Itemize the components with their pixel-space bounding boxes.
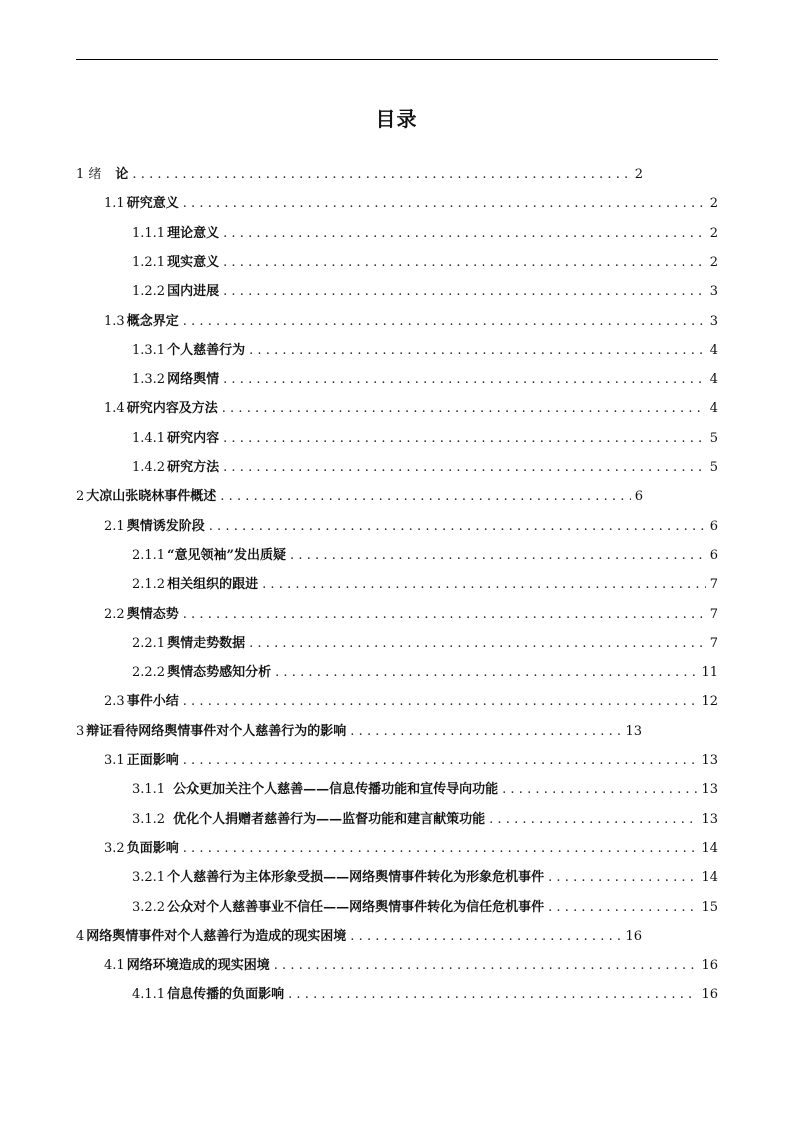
toc-page-number: 14 [701, 840, 718, 856]
toc-entry-label [104, 954, 270, 978]
toc-entry-label [132, 339, 245, 363]
toc-entry-number: 2.3 [104, 694, 125, 710]
toc-page-number: 13 [701, 782, 718, 798]
toc-entry[interactable] [132, 251, 718, 275]
toc-entry-label [132, 251, 219, 275]
toc-entry-label [104, 515, 205, 539]
toc-entry-label [132, 661, 271, 685]
toc-entry-label [132, 222, 219, 246]
toc-entry[interactable] [132, 280, 718, 304]
toc-entry-number: 3.2.1 [132, 870, 166, 886]
toc-page-number: 12 [701, 694, 718, 710]
toc-entry-label [104, 192, 179, 216]
toc-entry[interactable] [132, 339, 718, 363]
toc-entry[interactable] [132, 544, 718, 568]
toc-entry-text: 事件小结 [126, 694, 179, 710]
toc-entry[interactable] [104, 690, 718, 714]
toc-entry-label [132, 573, 258, 597]
toc-entry[interactable] [104, 837, 718, 861]
toc-entry-label [132, 808, 485, 832]
toc-entry-text: 网络舆情 [167, 372, 220, 388]
toc-leader-dots [249, 632, 706, 656]
toc-entry-text: 概念界定 [126, 313, 179, 329]
toc-entry-number: 2.2.2 [132, 665, 166, 681]
toc-entry-number: 2.1 [104, 518, 125, 534]
toc-page-number: 5 [709, 460, 718, 475]
toc-leader-dots [350, 720, 621, 744]
toc-leader-dots [274, 954, 698, 978]
toc-page-number: 13 [701, 811, 718, 827]
toc-entry-label [132, 983, 284, 1007]
toc-entry-label [104, 749, 179, 773]
toc-entry-number: 4.1.1 [132, 987, 166, 1003]
toc-entry[interactable] [132, 808, 718, 832]
toc-entry-text: 辩证看待网络舆情事件对个人慈善行为的影响 [86, 723, 347, 739]
toc-entry-text: 公众更加关注个人慈善——信息传播功能和宣传导向功能 [173, 782, 499, 798]
toc-entry-text: 优化个人捐赠者慈善行为——监督功能和建言献策功能 [173, 811, 486, 827]
toc-entry-text: 个人慈善行为主体形象受损——网络舆情事件转化为形象危机事件 [167, 870, 545, 886]
toc-page-number: 6 [709, 518, 718, 534]
toc-leader-dots [249, 339, 706, 363]
toc-page-number: 2 [709, 225, 718, 241]
toc-leader-dots [502, 778, 697, 802]
toc-leader-dots [222, 397, 706, 421]
toc-entry-number: 1.3 [104, 313, 125, 329]
toc-entry[interactable] [76, 925, 642, 949]
toc-entry[interactable] [132, 427, 718, 451]
toc-entry-text: 理论意义 [167, 225, 220, 241]
toc-entry[interactable] [132, 661, 718, 685]
toc-entry-text: 研究内容及方法 [126, 401, 218, 417]
toc-page-number: 2 [709, 254, 718, 270]
toc-entry[interactable] [132, 778, 718, 802]
toc-entry-label [132, 368, 219, 392]
toc-page-number: 4 [709, 372, 718, 388]
toc-entry-number: 3.1.2 [132, 811, 166, 827]
toc-entry-number: 1.1.1 [132, 225, 166, 241]
toc-entry[interactable] [104, 397, 718, 421]
toc-page-number: 7 [709, 577, 718, 593]
toc-leader-dots [223, 456, 706, 480]
toc-leader-dots [183, 749, 698, 773]
toc-title: 目录 [375, 107, 418, 131]
toc-entry-label [104, 310, 179, 334]
toc-leader-dots [209, 515, 706, 539]
toc-entry-number: 3.2 [104, 840, 125, 856]
toc-entry-text: 舆情诱发阶段 [126, 518, 205, 534]
toc-entry-label [132, 544, 286, 568]
toc-page-number: 16 [701, 987, 718, 1003]
toc-page-number: 3 [709, 284, 718, 300]
toc-page-number: 4 [709, 401, 718, 417]
toc-entry-text: 研究方法 [167, 460, 220, 475]
toc-entry-text: 研究意义 [126, 196, 179, 212]
toc-page-number: 5 [709, 430, 718, 446]
toc-page-number: 15 [701, 899, 718, 915]
toc-entry[interactable] [104, 954, 718, 978]
toc-entry-text: 相关组织的跟进 [167, 577, 259, 593]
toc-entry-label [104, 397, 218, 421]
toc-entry-text: 舆情态势感知分析 [167, 665, 272, 681]
toc-entry-number: 2 [76, 489, 85, 505]
toc-entry-label [76, 163, 128, 187]
toc-entry-text: 国内进展 [167, 284, 220, 300]
toc-entry-number: 2.1.2 [132, 577, 166, 593]
toc-entry-number: 3.1 [104, 753, 125, 768]
toc-entry[interactable] [104, 749, 718, 773]
toc-entry-number: 1.3.2 [132, 372, 166, 388]
toc-entry-label [132, 456, 219, 480]
header-rule [76, 59, 718, 60]
toc-page-number: 11 [701, 665, 718, 681]
toc-entry[interactable] [132, 983, 718, 1007]
toc-entry-label [132, 280, 219, 304]
toc-entry-text: 论 [115, 167, 129, 182]
toc-entry-label [132, 778, 498, 802]
toc-page-number: 4 [709, 342, 718, 358]
toc-leader-dots [223, 251, 706, 275]
toc-entry-text: 现实意义 [167, 254, 220, 270]
toc-entry-number: 3 [76, 723, 85, 739]
toc-leader-dots [350, 925, 621, 949]
toc-entry-number: 2.2.1 [132, 635, 166, 651]
toc-entry-number: 2.1.1 [132, 547, 166, 563]
toc-leader-dots [132, 163, 630, 187]
toc-page-number: 6 [634, 489, 643, 505]
toc-entry[interactable] [76, 163, 643, 187]
toc-entry-label [104, 603, 179, 627]
toc-page-number: 7 [709, 635, 718, 651]
toc-entry-number: 3.2.2 [132, 899, 166, 915]
toc-entry-number: 1 绪 [76, 167, 102, 182]
toc-entry-label [132, 896, 544, 920]
toc-entry-label [76, 925, 346, 949]
toc-leader-dots [183, 603, 706, 627]
toc-entry-text: 大凉山张晓林事件概述 [86, 489, 217, 505]
toc-entry-number: 1.2.1 [132, 254, 166, 270]
toc-entry[interactable] [104, 603, 718, 627]
toc-entry-number: 1.4.1 [132, 430, 166, 446]
toc-entry-text: 公众对个人慈善事业不信任——网络舆情事件转化为信任危机事件 [167, 899, 545, 915]
toc-entry-label [104, 837, 179, 861]
toc-entry[interactable] [132, 573, 718, 597]
toc-entry-number: 1.3.1 [132, 342, 166, 358]
toc-leader-dots [489, 808, 697, 832]
toc-leader-dots [548, 896, 697, 920]
toc-entry-text: 正面影响 [126, 753, 179, 768]
toc-entry-text: 信息传播的负面影响 [167, 987, 285, 1003]
toc-leader-dots [183, 837, 698, 861]
toc-entry-label [76, 485, 216, 509]
toc-entry-label [76, 720, 346, 744]
toc-leader-dots [290, 544, 706, 568]
toc-entry-text: 网络舆情事件对个人慈善行为造成的现实困境 [86, 928, 347, 944]
toc-leader-dots [223, 222, 706, 246]
toc-entry[interactable] [132, 896, 718, 920]
toc-entry[interactable] [132, 456, 718, 480]
toc-entry[interactable] [76, 485, 643, 509]
toc-entry-text: 舆情走势数据 [167, 635, 246, 651]
toc-page-number: 13 [701, 753, 718, 768]
toc-leader-dots [288, 983, 697, 1007]
toc-entry-text: 网络环境造成的现实困境 [126, 958, 270, 974]
toc-leader-dots [220, 485, 630, 509]
toc-leader-dots [223, 280, 706, 304]
toc-entry-text: 个人慈善行为 [167, 342, 246, 358]
toc-entry-number: 1.1 [104, 196, 125, 212]
toc-entry[interactable] [132, 368, 718, 392]
toc-entry-number: 1.4 [104, 401, 125, 417]
toc-page-number: 16 [701, 958, 718, 974]
toc-page-number: 2 [634, 167, 643, 182]
toc-page-number: 16 [625, 928, 642, 944]
toc-leader-dots [183, 690, 698, 714]
toc-entry-label [132, 866, 544, 890]
toc-entry[interactable] [104, 310, 718, 334]
toc-entry[interactable] [104, 192, 718, 216]
toc-entry-text: “意见领袖”发出质疑 [167, 547, 287, 563]
toc-page-number: 3 [709, 313, 718, 329]
toc-entry-label [132, 632, 245, 656]
toc-entry-label [104, 690, 179, 714]
toc-leader-dots [183, 310, 706, 334]
toc-entry-number: 1.2.2 [132, 284, 166, 300]
toc-entry-label [132, 427, 219, 451]
toc-leader-dots [223, 368, 706, 392]
toc-page-number: 13 [625, 723, 642, 739]
toc-leader-dots [223, 427, 706, 451]
toc-entry-text: 负面影响 [126, 840, 179, 856]
toc-leader-dots [183, 192, 706, 216]
toc-leader-dots [262, 573, 706, 597]
toc-leader-dots [548, 866, 697, 890]
toc-entry[interactable] [104, 515, 718, 539]
toc-page-number: 6 [709, 547, 718, 563]
toc-entry[interactable] [76, 720, 642, 744]
toc-leader-dots [275, 661, 697, 685]
toc-entry-number: 2.2 [104, 606, 125, 622]
toc-page-number: 2 [709, 196, 718, 212]
toc-entry-text: 舆情态势 [126, 606, 179, 622]
toc-entry-number: 4 [76, 928, 85, 944]
toc-entry-number: 3.1.1 [132, 782, 166, 798]
toc-entry-number: 4.1 [104, 958, 125, 974]
toc-entry-number: 1.4.2 [132, 460, 166, 475]
toc-entry[interactable] [132, 866, 718, 890]
toc-entry-text: 研究内容 [167, 430, 220, 446]
toc-entry[interactable] [132, 222, 718, 246]
toc-entry[interactable] [132, 632, 718, 656]
toc-page-number: 7 [709, 606, 718, 622]
toc-page-number: 14 [701, 870, 718, 886]
